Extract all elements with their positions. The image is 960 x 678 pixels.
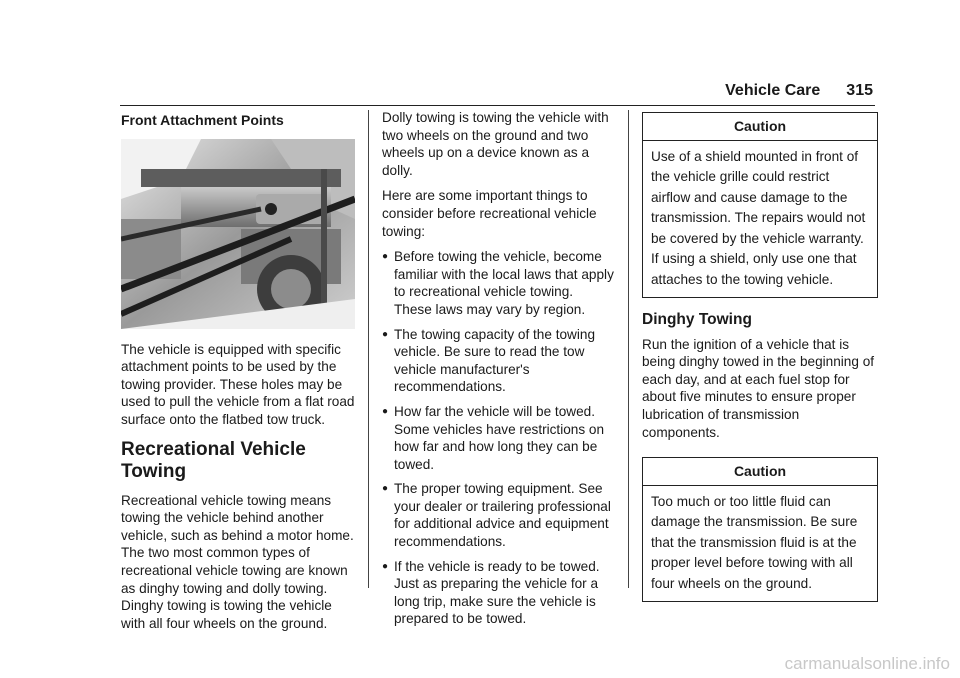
column-divider-2 <box>628 110 629 588</box>
considerations-list <box>382 248 614 628</box>
caution-body: Use of a shield mounted in front of the vehicle grille could restrict airflow and cause damage to the transmission. The repairs would not be covered by the vehicle warranty. If using a shield, only use one that attaches to the towing vehicle. <box>651 148 866 287</box>
front-attachment-heading: Front Attachment Points <box>121 112 284 128</box>
header-rule <box>120 105 875 106</box>
bullet-icon: ● <box>382 560 389 572</box>
recreational-towing-paragraph: Recreational vehicle towing means towing the vehicle behind another vehicle, such as behind a motor home. The two most common types of recreational vehicle towing are known as dinghy towing and dolly towing. Dinghy towing is towing the vehicle with all four wheels on the ground. <box>121 492 354 631</box>
bullet-icon: ● <box>382 328 389 340</box>
caution-box-fluid <box>642 457 878 602</box>
page-header <box>725 82 873 100</box>
list-item: ● Before towing the vehicle, become familiar with the local laws that apply to recreational vehicle towing. These laws may vary by region. <box>382 249 614 317</box>
page-number: 315 <box>846 82 873 99</box>
towing-attachment-photo-icon <box>121 139 355 329</box>
recreational-towing-heading: Recreational Vehicle Towing <box>121 438 306 482</box>
column-1 <box>121 112 356 640</box>
column-2 <box>382 109 614 635</box>
caution-title: Caution <box>643 113 877 141</box>
list-item: ● The proper towing equipment. See your dealer or trailering professional for additional advice and equipment recommendations. <box>382 481 611 550</box>
bullet-icon: ● <box>382 483 389 495</box>
caution-title: Caution <box>643 458 877 486</box>
watermark: carmanualsonline.info <box>784 654 950 673</box>
column-3 <box>642 112 878 602</box>
list-item: ● How far the vehicle will be towed. Some vehicles have restrictions on how far and how long they can be towed. <box>382 403 605 472</box>
caution-body: Too much or too little fluid can damage the transmission. Be sure that the transmission fluid is at the proper level before towing with all four wheels on the ground. <box>651 493 858 591</box>
list-item: ● If the vehicle is ready to be towed. Just as preparing the vehicle for a long trip, make sure the vehicle is prepared to be towed. <box>382 558 600 627</box>
bullet-icon: ● <box>382 405 389 417</box>
dolly-towing-paragraph: Dolly towing is towing the vehicle with two wheels on the ground and two wheels up on a device known as a dolly. <box>382 110 609 178</box>
bullet-icon: ● <box>382 251 389 263</box>
dinghy-towing-heading: Dinghy Towing <box>642 311 752 329</box>
considerations-intro: Here are some important things to consider before recreational vehicle towing: <box>382 188 597 239</box>
section-title: Vehicle Care <box>725 82 821 99</box>
list-item: ● The towing capacity of the towing vehicle. Be sure to read the tow vehicle manufacturer's recommendations. <box>382 326 595 395</box>
dinghy-towing-paragraph: Run the ignition of a vehicle that is being dinghy towed in the beginning of each day, and at each fuel stop for about five minutes to ensure proper lubrication of transmission components. <box>642 336 875 440</box>
caution-box-shield <box>642 112 878 298</box>
attachment-paragraph: The vehicle is equipped with specific attachment points to be used by the towing provider. These holes may be used to pull the vehicle from a flat road surface onto the flatbed tow truck. <box>121 341 355 427</box>
column-divider-1 <box>368 110 369 588</box>
